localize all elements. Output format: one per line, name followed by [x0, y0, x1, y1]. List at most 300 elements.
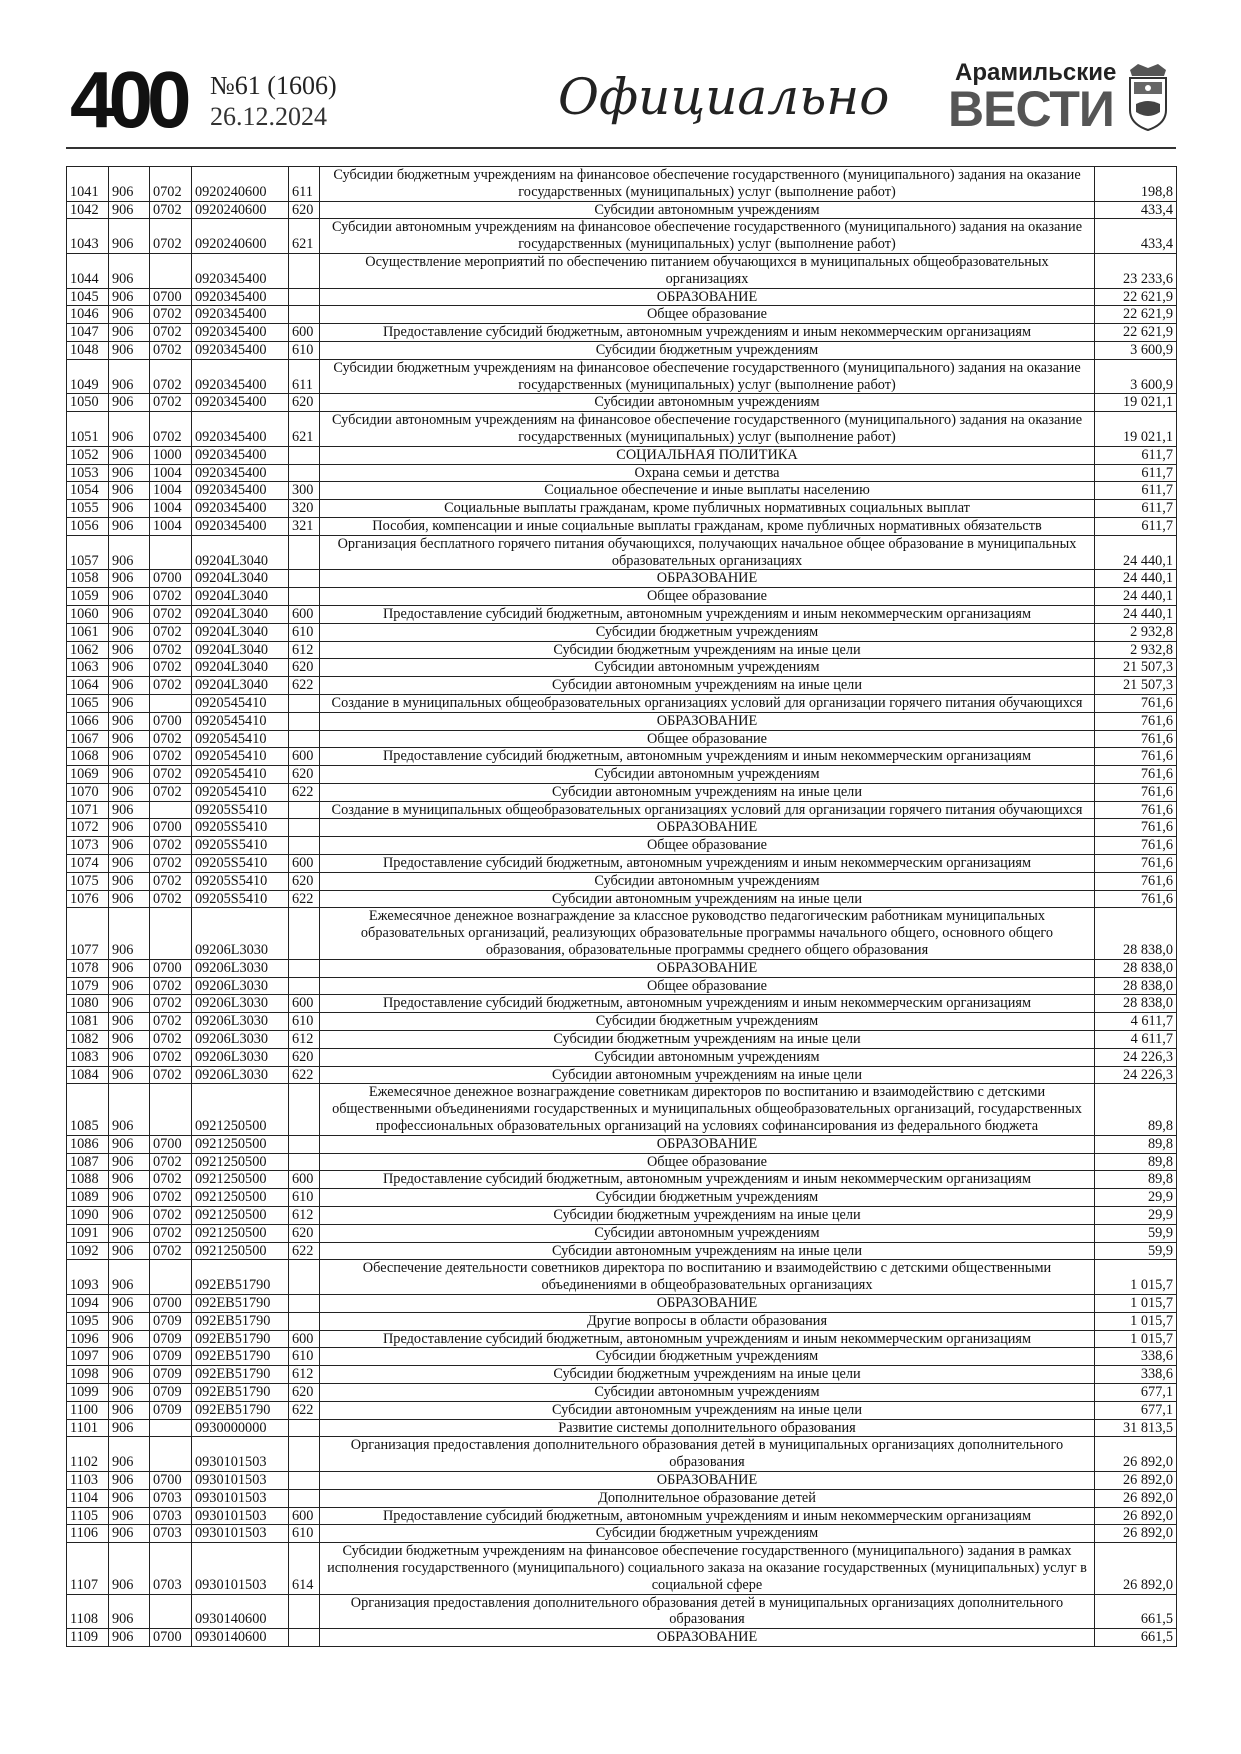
section-code: 0709: [150, 1383, 192, 1401]
amount: 1 015,7: [1095, 1260, 1177, 1295]
ministry-code: 906: [109, 1189, 150, 1207]
row-description: Субсидии бюджетным учреждениям на иные цели: [320, 1207, 1095, 1225]
row-description: Субсидии автономным учреждениям: [320, 1224, 1095, 1242]
table-row: [67, 959, 1177, 977]
section-code: [150, 1419, 192, 1437]
amount: 22 621,9: [1095, 306, 1177, 324]
expense-type-code: 620: [289, 1048, 320, 1066]
section-code: 0702: [150, 306, 192, 324]
row-description: ОБРАЗОВАНИЕ: [320, 819, 1095, 837]
table-row: [67, 694, 1177, 712]
target-article-code: 0920545410: [192, 748, 289, 766]
row-number: 1083: [67, 1048, 109, 1066]
amount: 661,5: [1095, 1629, 1177, 1647]
ministry-code: 906: [109, 324, 150, 342]
expense-type-code: [289, 1153, 320, 1171]
row-number: 1106: [67, 1525, 109, 1543]
section-code: 0702: [150, 341, 192, 359]
expense-type-code: [289, 837, 320, 855]
expense-type-code: [289, 1295, 320, 1313]
target-article-code: 092EB51790: [192, 1401, 289, 1419]
section-code: 0702: [150, 783, 192, 801]
target-article-code: 0920545410: [192, 766, 289, 784]
target-article-code: 0920345400: [192, 394, 289, 412]
row-number: 1041: [67, 167, 109, 202]
expense-type-code: 622: [289, 1066, 320, 1084]
section-code: [150, 253, 192, 288]
amount: 761,6: [1095, 837, 1177, 855]
section-code: [150, 1260, 192, 1295]
section-code: 0702: [150, 995, 192, 1013]
issue-date: 26.12.2024: [210, 102, 327, 131]
section-code: 0702: [150, 359, 192, 394]
amount: 59,9: [1095, 1242, 1177, 1260]
table-row: [67, 1489, 1177, 1507]
ministry-code: 906: [109, 1471, 150, 1489]
section-code: 0702: [150, 1013, 192, 1031]
row-number: 1078: [67, 959, 109, 977]
expense-type-code: 320: [289, 500, 320, 518]
target-article-code: 0920345400: [192, 464, 289, 482]
section-code: 0702: [150, 1153, 192, 1171]
table-row: [67, 1171, 1177, 1189]
section-code: 0702: [150, 641, 192, 659]
ministry-code: 906: [109, 1594, 150, 1629]
amount: 26 892,0: [1095, 1525, 1177, 1543]
expense-type-code: [289, 694, 320, 712]
logo-top-text: Арамильские: [955, 59, 1117, 86]
table-row: [67, 1594, 1177, 1629]
amount: 59,9: [1095, 1224, 1177, 1242]
expense-type-code: 622: [289, 1242, 320, 1260]
expense-type-code: 610: [289, 1525, 320, 1543]
page-number: 400: [70, 55, 186, 144]
section-code: 0700: [150, 1471, 192, 1489]
section-code: 0700: [150, 288, 192, 306]
amount: 4 611,7: [1095, 1031, 1177, 1049]
section-code: [150, 801, 192, 819]
row-number: 1088: [67, 1171, 109, 1189]
section-code: [150, 1437, 192, 1472]
row-description: Организация бесплатного горячего питания обучающихся, получающих начальное общее образование в муниципальных образовательных организациях: [320, 535, 1095, 570]
expense-type-code: 612: [289, 1366, 320, 1384]
ministry-code: 906: [109, 908, 150, 959]
amount: 611,7: [1095, 482, 1177, 500]
row-number: 1092: [67, 1242, 109, 1260]
table-row: [67, 623, 1177, 641]
row-description: Пособия, компенсации и иные социальные выплаты гражданам, кроме публичных нормативных обязательств: [320, 517, 1095, 535]
target-article-code: 0921250500: [192, 1224, 289, 1242]
ministry-code: 906: [109, 1260, 150, 1295]
target-article-code: 092EB51790: [192, 1366, 289, 1384]
budget-table-body: [67, 167, 1177, 1647]
ministry-code: 906: [109, 306, 150, 324]
row-number: 1077: [67, 908, 109, 959]
row-number: 1100: [67, 1401, 109, 1419]
row-number: 1051: [67, 412, 109, 447]
row-description: Субсидии бюджетным учреждениям на финансовое обеспечение государственного (муниципального) задания в рамках исполнения государственного (муниципального) социального заказа на оказание государственных (муниципальных) услуг в социальной сфере: [320, 1543, 1095, 1594]
ministry-code: 906: [109, 1224, 150, 1242]
row-number: 1067: [67, 730, 109, 748]
row-number: 1084: [67, 1066, 109, 1084]
table-row: [67, 219, 1177, 254]
row-description: Общее образование: [320, 306, 1095, 324]
table-row: [67, 1471, 1177, 1489]
section-code: 0702: [150, 890, 192, 908]
table-row: [67, 1084, 1177, 1135]
section-code: 0700: [150, 1629, 192, 1647]
expense-type-code: 300: [289, 482, 320, 500]
target-article-code: 09206L3030: [192, 1013, 289, 1031]
amount: 19 021,1: [1095, 412, 1177, 447]
ministry-code: 906: [109, 872, 150, 890]
expense-type-code: [289, 1084, 320, 1135]
ministry-code: 906: [109, 1348, 150, 1366]
ministry-code: 906: [109, 500, 150, 518]
section-code: [150, 535, 192, 570]
expense-type-code: 610: [289, 341, 320, 359]
ministry-code: 906: [109, 1048, 150, 1066]
header-rule: [66, 147, 1176, 149]
ministry-code: 906: [109, 890, 150, 908]
row-number: 1042: [67, 201, 109, 219]
row-number: 1072: [67, 819, 109, 837]
target-article-code: 0920345400: [192, 253, 289, 288]
table-row: [67, 1048, 1177, 1066]
section-code: [150, 1594, 192, 1629]
amount: 1 015,7: [1095, 1295, 1177, 1313]
table-row: [67, 288, 1177, 306]
ministry-code: 906: [109, 1084, 150, 1135]
target-article-code: 09205S5410: [192, 855, 289, 873]
expense-type-code: [289, 588, 320, 606]
section-code: 0702: [150, 659, 192, 677]
table-row: [67, 1189, 1177, 1207]
target-article-code: 0921250500: [192, 1153, 289, 1171]
row-description: ОБРАЗОВАНИЕ: [320, 1471, 1095, 1489]
row-number: 1063: [67, 659, 109, 677]
table-row: [67, 1066, 1177, 1084]
expense-type-code: [289, 570, 320, 588]
amount: 22 621,9: [1095, 288, 1177, 306]
target-article-code: 09204L3040: [192, 659, 289, 677]
row-description: Организация предоставления дополнительного образования детей в муниципальных организациях дополнительного образования: [320, 1594, 1095, 1629]
row-description: Субсидии автономным учреждениям на иные цели: [320, 1401, 1095, 1419]
amount: 761,6: [1095, 712, 1177, 730]
target-article-code: 0921250500: [192, 1207, 289, 1225]
amount: 89,8: [1095, 1171, 1177, 1189]
section-code: [150, 1084, 192, 1135]
row-number: 1090: [67, 1207, 109, 1225]
ministry-code: 906: [109, 1135, 150, 1153]
expense-type-code: [289, 1629, 320, 1647]
ministry-code: 906: [109, 1489, 150, 1507]
table-row: [67, 517, 1177, 535]
expense-type-code: 620: [289, 659, 320, 677]
target-article-code: 0920545410: [192, 712, 289, 730]
page-header: [0, 0, 1241, 150]
row-description: Охрана семьи и детства: [320, 464, 1095, 482]
row-description: Субсидии автономным учреждениям: [320, 872, 1095, 890]
table-row: [67, 253, 1177, 288]
amount: 89,8: [1095, 1153, 1177, 1171]
amount: 611,7: [1095, 446, 1177, 464]
row-description: Общее образование: [320, 1153, 1095, 1171]
row-description: СОЦИАЛЬНАЯ ПОЛИТИКА: [320, 446, 1095, 464]
row-number: 1093: [67, 1260, 109, 1295]
section-code: 0702: [150, 1224, 192, 1242]
row-number: 1097: [67, 1348, 109, 1366]
section-code: 0702: [150, 324, 192, 342]
target-article-code: 09205S5410: [192, 801, 289, 819]
row-number: 1062: [67, 641, 109, 659]
amount: 677,1: [1095, 1383, 1177, 1401]
amount: 433,4: [1095, 201, 1177, 219]
target-article-code: 0920345400: [192, 517, 289, 535]
ministry-code: 906: [109, 1543, 150, 1594]
target-article-code: 092EB51790: [192, 1295, 289, 1313]
row-number: 1044: [67, 253, 109, 288]
amount: 23 233,6: [1095, 253, 1177, 288]
target-article-code: 09204L3040: [192, 605, 289, 623]
amount: 761,6: [1095, 748, 1177, 766]
target-article-code: 0930101503: [192, 1471, 289, 1489]
table-row: [67, 677, 1177, 695]
section-code: 0702: [150, 394, 192, 412]
amount: 1 015,7: [1095, 1312, 1177, 1330]
row-description: Субсидии автономным учреждениям на иные цели: [320, 890, 1095, 908]
row-number: 1071: [67, 801, 109, 819]
ministry-code: 906: [109, 641, 150, 659]
section-code: 0702: [150, 219, 192, 254]
table-row: [67, 1525, 1177, 1543]
table-row: [67, 783, 1177, 801]
amount: 31 813,5: [1095, 1419, 1177, 1437]
ministry-code: 906: [109, 783, 150, 801]
row-description: Субсидии бюджетным учреждениям на финансовое обеспечение государственного (муниципального) задания на оказание государственных (муниципальных) услуг (выполнение работ): [320, 359, 1095, 394]
expense-type-code: 600: [289, 748, 320, 766]
section-code: 0700: [150, 1135, 192, 1153]
expense-type-code: 600: [289, 855, 320, 873]
row-description: Субсидии бюджетным учреждениям на иные цели: [320, 1031, 1095, 1049]
expense-type-code: [289, 819, 320, 837]
target-article-code: 0920345400: [192, 359, 289, 394]
ministry-code: 906: [109, 464, 150, 482]
amount: 611,7: [1095, 464, 1177, 482]
expense-type-code: [289, 1135, 320, 1153]
amount: 24 440,1: [1095, 605, 1177, 623]
table-row: [67, 730, 1177, 748]
row-description: ОБРАЗОВАНИЕ: [320, 959, 1095, 977]
section-code: 0702: [150, 977, 192, 995]
amount: 761,6: [1095, 855, 1177, 873]
row-description: ОБРАЗОВАНИЕ: [320, 288, 1095, 306]
row-number: 1109: [67, 1629, 109, 1647]
target-article-code: 0921250500: [192, 1135, 289, 1153]
table-row: [67, 1224, 1177, 1242]
row-number: 1091: [67, 1224, 109, 1242]
expense-type-code: 612: [289, 1031, 320, 1049]
expense-type-code: [289, 1312, 320, 1330]
ministry-code: 906: [109, 253, 150, 288]
section-code: [150, 908, 192, 959]
target-article-code: 09204L3040: [192, 570, 289, 588]
row-number: 1065: [67, 694, 109, 712]
target-article-code: 0920545410: [192, 730, 289, 748]
table-row: [67, 712, 1177, 730]
amount: 611,7: [1095, 500, 1177, 518]
table-row: [67, 837, 1177, 855]
table-row: [67, 1437, 1177, 1472]
amount: 29,9: [1095, 1207, 1177, 1225]
target-article-code: 0920345400: [192, 306, 289, 324]
row-description: Субсидии бюджетным учреждениям: [320, 623, 1095, 641]
row-description: Субсидии автономным учреждениям: [320, 394, 1095, 412]
expense-type-code: 620: [289, 872, 320, 890]
row-number: 1047: [67, 324, 109, 342]
target-article-code: 092EB51790: [192, 1260, 289, 1295]
section-code: 0702: [150, 837, 192, 855]
row-number: 1101: [67, 1419, 109, 1437]
ministry-code: 906: [109, 766, 150, 784]
expense-type-code: 620: [289, 1224, 320, 1242]
table-row: [67, 995, 1177, 1013]
expense-type-code: [289, 1260, 320, 1295]
table-row: [67, 1543, 1177, 1594]
ministry-code: 906: [109, 201, 150, 219]
table-row: [67, 500, 1177, 518]
row-description: Субсидии автономным учреждениям: [320, 766, 1095, 784]
amount: 89,8: [1095, 1084, 1177, 1135]
expense-type-code: 600: [289, 995, 320, 1013]
section-code: 0700: [150, 819, 192, 837]
row-number: 1066: [67, 712, 109, 730]
amount: 89,8: [1095, 1135, 1177, 1153]
ministry-code: 906: [109, 1312, 150, 1330]
table-row: [67, 1013, 1177, 1031]
target-article-code: 092EB51790: [192, 1383, 289, 1401]
ministry-code: 906: [109, 1330, 150, 1348]
expense-type-code: 621: [289, 219, 320, 254]
row-description: Субсидии бюджетным учреждениям: [320, 1013, 1095, 1031]
row-description: Субсидии автономным учреждениям на финансовое обеспечение государственного (муниципального) задания на оказание государственных (муниципальных) услуг (выполнение работ): [320, 219, 1095, 254]
section-code: 0700: [150, 959, 192, 977]
row-number: 1089: [67, 1189, 109, 1207]
budget-table-container: [66, 166, 1176, 1647]
section-code: 0703: [150, 1525, 192, 1543]
row-number: 1079: [67, 977, 109, 995]
expense-type-code: 321: [289, 517, 320, 535]
table-row: [67, 1401, 1177, 1419]
section-code: 0700: [150, 1295, 192, 1313]
ministry-code: 906: [109, 1013, 150, 1031]
table-row: [67, 1348, 1177, 1366]
row-description: Субсидии бюджетным учреждениям: [320, 1525, 1095, 1543]
row-description: Предоставление субсидий бюджетным, автономным учреждениям и иным некоммерческим организациям: [320, 995, 1095, 1013]
expense-type-code: [289, 801, 320, 819]
table-row: [67, 977, 1177, 995]
expense-type-code: [289, 730, 320, 748]
target-article-code: 09205S5410: [192, 872, 289, 890]
table-row: [67, 1383, 1177, 1401]
table-row: [67, 1330, 1177, 1348]
row-number: 1086: [67, 1135, 109, 1153]
target-article-code: 0930101503: [192, 1543, 289, 1594]
target-article-code: 0920345400: [192, 412, 289, 447]
row-number: 1046: [67, 306, 109, 324]
target-article-code: 09204L3040: [192, 535, 289, 570]
table-row: [67, 641, 1177, 659]
section-code: 0703: [150, 1543, 192, 1594]
target-article-code: 0920240600: [192, 201, 289, 219]
row-number: 1064: [67, 677, 109, 695]
table-row: [67, 748, 1177, 766]
row-number: 1081: [67, 1013, 109, 1031]
row-description: ОБРАЗОВАНИЕ: [320, 570, 1095, 588]
target-article-code: 0920345400: [192, 446, 289, 464]
row-description: Субсидии бюджетным учреждениям: [320, 341, 1095, 359]
amount: 2 932,8: [1095, 623, 1177, 641]
target-article-code: 0920345400: [192, 482, 289, 500]
expense-type-code: 620: [289, 1383, 320, 1401]
target-article-code: 09206L3030: [192, 977, 289, 995]
row-description: Субсидии автономным учреждениям: [320, 1048, 1095, 1066]
expense-type-code: 600: [289, 1330, 320, 1348]
expense-type-code: 610: [289, 1348, 320, 1366]
row-number: 1053: [67, 464, 109, 482]
ministry-code: 906: [109, 1207, 150, 1225]
expense-type-code: 600: [289, 1171, 320, 1189]
target-article-code: 0920345400: [192, 288, 289, 306]
table-row: [67, 855, 1177, 873]
table-row: [67, 1153, 1177, 1171]
expense-type-code: [289, 253, 320, 288]
table-row: [67, 908, 1177, 959]
table-row: [67, 306, 1177, 324]
table-row: [67, 1207, 1177, 1225]
expense-type-code: 622: [289, 890, 320, 908]
row-description: Субсидии автономным учреждениям на иные цели: [320, 1242, 1095, 1260]
row-number: 1068: [67, 748, 109, 766]
target-article-code: 0920345400: [192, 341, 289, 359]
ministry-code: 906: [109, 482, 150, 500]
ministry-code: 906: [109, 1295, 150, 1313]
target-article-code: 0930140600: [192, 1594, 289, 1629]
amount: 661,5: [1095, 1594, 1177, 1629]
expense-type-code: [289, 535, 320, 570]
expense-type-code: [289, 1471, 320, 1489]
row-description: Субсидии автономным учреждениям: [320, 659, 1095, 677]
row-number: 1043: [67, 219, 109, 254]
row-number: 1094: [67, 1295, 109, 1313]
section-code: 0700: [150, 712, 192, 730]
row-description: Субсидии автономным учреждениям: [320, 201, 1095, 219]
expense-type-code: 612: [289, 641, 320, 659]
target-article-code: 09206L3030: [192, 959, 289, 977]
row-description: Предоставление субсидий бюджетным, автономным учреждениям и иным некоммерческим организациям: [320, 324, 1095, 342]
section-code: 0702: [150, 1048, 192, 1066]
ministry-code: 906: [109, 1066, 150, 1084]
row-number: 1075: [67, 872, 109, 890]
ministry-code: 906: [109, 801, 150, 819]
row-description: ОБРАЗОВАНИЕ: [320, 1135, 1095, 1153]
section-code: 1004: [150, 482, 192, 500]
row-description: Предоставление субсидий бюджетным, автономным учреждениям и иным некоммерческим организациям: [320, 1171, 1095, 1189]
ministry-code: 906: [109, 1525, 150, 1543]
amount: 3 600,9: [1095, 341, 1177, 359]
row-number: 1052: [67, 446, 109, 464]
row-number: 1098: [67, 1366, 109, 1384]
